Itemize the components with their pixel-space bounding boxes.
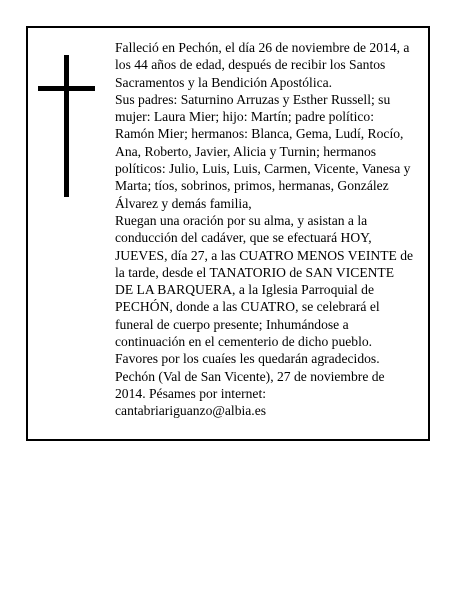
obituary-place-date: Pechón (Val de San Vicente), 27 de noviembre de 2014. Pésames por internet: cantabriariguanzo@albia.es: [115, 368, 385, 419]
cross-icon: [64, 55, 69, 197]
obituary-family-list: Sus padres: Saturnino Arruzas y Esther Russell; su mujer: Laura Mier; hijo: Martín; padre político: Ramón Mier; hermanos: Blanca, Gema, Ludí, Rocío, Ana, Roberto, Javier, Alicia y Turnin; hermanos políticos: Julio, Luis, Luis, Carmen, Vicente, Vanesa y Marta; tíos, sobrinos, primos, hermanas, González Álvarez y demás familia,: [115, 91, 411, 211]
obituary-funeral-details: Ruegan una oración por su alma, y asistan a la conducción del cadáver, que se efectuará HOY, JUEVES, día 27, a las CUATRO MENOS VEINTE de la tarde, desde el TANATORIO de SAN VICENTE DE LA BARQUERA, a la Iglesia Parroquial de PECHÓN, donde a las CUATRO, se celebrará el funeral de cuerpo presente; Inhumándose a continuación en el cementerio de dicho pueblo. Favores por los cuaíes les quedarán agradecidos.: [115, 212, 414, 367]
obituary-death-announcement: Falleció en Pechón, el día 26 de noviembre de 2014, a los 44 años de edad, después de recibir los Santos Sacramentos y la Bendición Apostólica.: [115, 40, 410, 90]
obituary-text: [115, 39, 415, 420]
cross-icon-crossbar: [38, 86, 95, 91]
